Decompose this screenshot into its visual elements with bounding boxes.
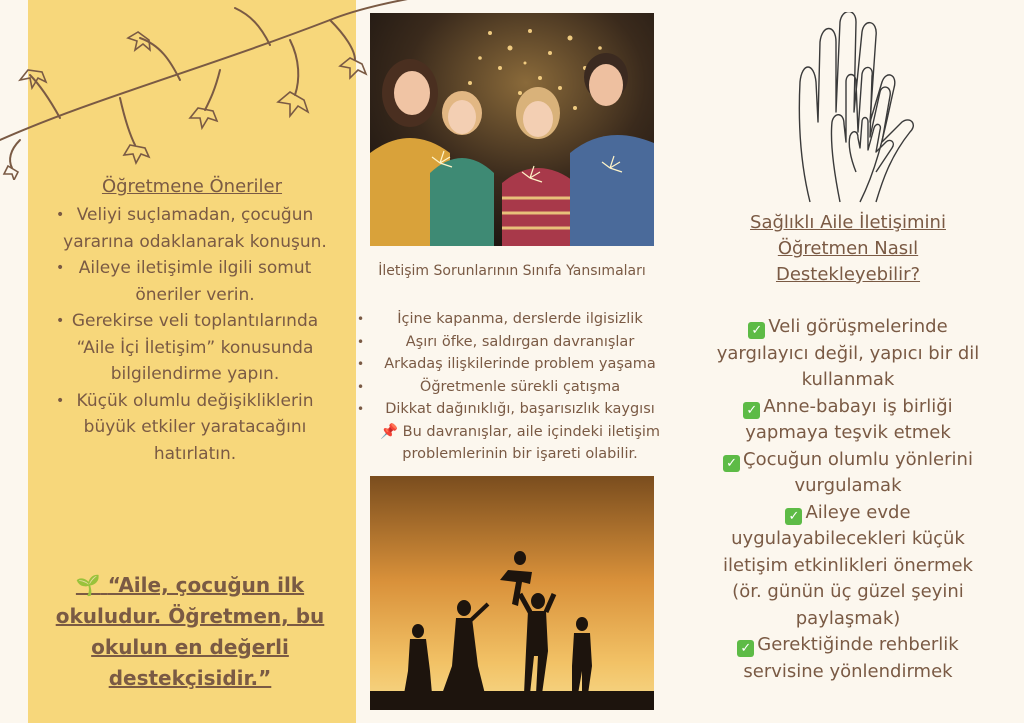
checkmark-icon: ✓ xyxy=(785,508,802,525)
note-item xyxy=(365,421,675,466)
list-item: • Veliyi suçlamadan, çocuğun yararına odaklanarak konuşun. xyxy=(60,202,330,255)
right-title: Sağlıklı Aile İletişimini Öğretmen Nasıl Destekleyebilir? xyxy=(750,212,946,285)
list-item: • Arkadaş ilişkilerinde problem yaşama xyxy=(365,353,675,376)
sunset-family-photo xyxy=(370,476,654,710)
middle-title: İletişim Sorunlarının Sınıfa Yansımaları xyxy=(378,263,646,279)
sprout-icon: 🌱 xyxy=(75,573,101,597)
left-list xyxy=(60,202,330,467)
middle-list xyxy=(365,308,675,466)
list-item: • Dikkat dağınıklığı, başarısızlık kaygısı xyxy=(365,398,675,421)
hands-illustration xyxy=(790,12,930,207)
checkmark-icon: ✓ xyxy=(743,402,760,419)
list-item: ✓ Gerektiğinde rehberlik servisine yönlendirmek xyxy=(712,632,984,685)
list-item: ✓ Çocuğun olumlu yönlerini vurgulamak xyxy=(712,447,984,500)
list-item: ✓ Anne-babayı iş birliği yapmaya teşvik etmek xyxy=(745,395,953,443)
quote xyxy=(40,570,340,694)
list-item: • Aşırı öfke, saldırgan davranışlar xyxy=(365,331,675,354)
quote-text: “Aile, çocuğun ilk okuludur. Öğretmen, bu okulun en değerli destekçisidir.” xyxy=(55,573,325,690)
list-item: • Aileye iletişimle ilgili somut öneriler verin. xyxy=(60,255,330,308)
list-item: • Gerekirse veli toplantılarında “Aile İçi İletişim” konusunda bilgilendirme yapın. xyxy=(60,308,330,388)
family-photo xyxy=(370,13,654,246)
list-item: • Küçük olumlu değişikliklerin büyük etkiler yaratacağını hatırlatın. xyxy=(60,388,330,468)
note-text: Bu davranışlar, aile içindeki iletişim problemlerinin bir işareti olabilir. xyxy=(402,423,661,462)
list-item: • İçine kapanma, derslerde ilgisizlik xyxy=(365,308,675,331)
list-item: ✓ Aileye evde uygulayabilecekleri küçük iletişim etkinlikleri önermek (ör. günün üç güzel şeyini paylaşmak) xyxy=(723,501,973,629)
list-item: ✓ Veli görüşmelerinde yargılayıcı değil, yapıcı bir dil kullanmak xyxy=(716,316,980,390)
right-list xyxy=(712,314,984,685)
checkmark-icon: ✓ xyxy=(723,455,740,472)
left-title: Öğretmene Öneriler xyxy=(101,176,283,197)
checkmark-icon: ✓ xyxy=(737,640,754,657)
list-item: • Öğretmenle sürekli çatışma xyxy=(365,376,675,399)
checkmark-icon: ✓ xyxy=(748,322,765,339)
pin-icon: 📌 xyxy=(379,423,399,440)
